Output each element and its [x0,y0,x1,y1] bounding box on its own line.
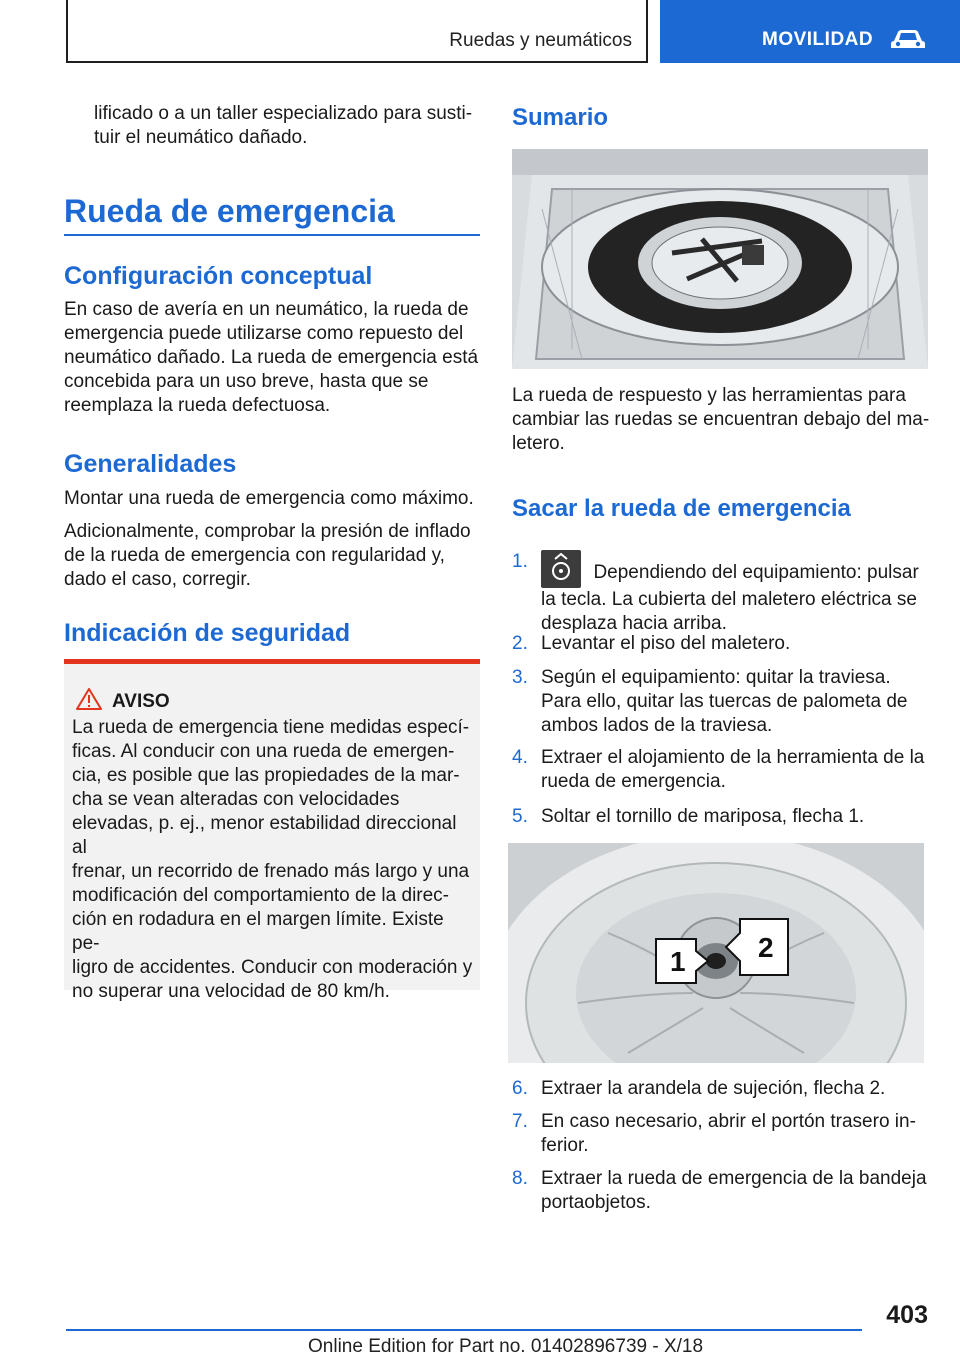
step-line: Según el equipamiento: quitar la traviesa. [541,667,891,688]
warning-title: AVISO [112,691,170,712]
step-number: 2. [512,633,528,654]
concept-line: En caso de avería en un neumático, la rueda de [64,299,469,320]
step-line: Para ello, quitar las tuercas de palometa de [541,691,908,712]
caption-line: letero. [512,433,565,454]
intro-paragraph [94,102,474,150]
step-number: 5. [512,806,528,827]
warning-line: modificación del comportamiento de la direc- [72,885,450,906]
step-line: portaobjetos. [541,1192,651,1213]
concept-heading: Configuración conceptual [64,262,373,290]
section-title: Rueda de emergencia [64,193,395,229]
step-line: En caso necesario, abrir el portón trasero in- [541,1111,916,1132]
footer-rule [66,1329,862,1331]
warning-line: elevadas, p. ej., menor estabilidad direccional al [72,813,457,858]
step-number: 6. [512,1078,528,1099]
summary-heading: Sumario [512,104,609,131]
general-paragraph-2 [64,520,480,592]
warning-line: ficas. Al conducir con una rueda de emergen- [72,741,455,762]
warning-line: La rueda de emergencia tiene medidas especí- [72,717,470,738]
warning-line: ción en rodadura en el margen límite. Existe pe- [72,909,444,954]
concept-line: emergencia puede utilizarse como repuesto del [64,323,464,344]
trunk-button-icon [541,550,581,588]
intro-line: lificado o a un taller especializado para susti- [94,103,473,124]
general-heading: Generalidades [64,450,237,478]
step-number: 4. [512,747,528,768]
footer-edition: Online Edition for Part no. 01402896739 - X/18 [308,1336,704,1357]
section-title-rule [64,234,480,236]
general-line: dado el caso, corregir. [64,569,251,590]
caption-line: La rueda de respuesto y las herramientas para [512,385,906,406]
header-section-title: Ruedas y neumáticos [449,30,632,51]
step-line: Extraer la arandela de sujeción, flecha 2. [541,1078,886,1099]
step-line: Extraer la rueda de emergencia de la bandeja [541,1168,927,1189]
arrow-label-2: 2 [758,932,774,963]
intro-line: tuir el neumático dañado. [94,127,308,148]
summary-caption [512,384,932,456]
step-line: la tecla. La cubierta del maletero eléctrica se [541,589,917,610]
warning-triangle-icon [76,688,102,710]
general-line: de la rueda de emergencia con regularidad y, [64,545,445,566]
warning-line: no superar una velocidad de 80 km/h. [72,981,390,1002]
step-line: ambos lados de la traviesa. [541,715,773,736]
warning-box [64,659,480,1002]
warning-line: ligro de accidentes. Conducir con moderación y [72,957,473,978]
step-line: Dependiendo del equipamiento: pulsar [593,562,919,583]
trunk-spare-wheel-image [512,149,928,369]
warning-line: frenar, un recorrido de frenado más largo y una [72,861,470,882]
warning-text [72,716,476,1004]
warning-line: cha se vean alteradas con velocidades [72,789,400,810]
step-number: 1. [512,551,528,572]
concept-line: reemplaza la rueda defectuosa. [64,395,331,416]
caption-line: cambiar las ruedas se encuentran debajo del ma- [512,409,930,430]
step-line: desplaza hacia arriba. [541,613,727,634]
step-number: 3. [512,667,528,688]
step-line: Levantar el piso del maletero. [541,633,791,654]
step-line: ferior. [541,1135,589,1156]
concept-paragraph [64,298,480,418]
step-number: 7. [512,1111,528,1132]
step-line: rueda de emergencia. [541,771,726,792]
general-paragraph-1: Montar una rueda de emergencia como máximo. [64,488,474,509]
concept-line: concebida para un uso breve, hasta que se [64,371,429,392]
step-line: Soltar el tornillo de mariposa, flecha 1. [541,806,865,827]
step-number: 8. [512,1168,528,1189]
step-item [512,550,932,634]
header-chapter-tab[interactable] [660,0,960,63]
warning-line: cia, es posible que las propiedades de la mar- [72,765,460,786]
wheel-bolt-image [508,843,924,1063]
general-line: Adicionalmente, comprobar la presión de inflado [64,521,471,542]
car-icon [890,28,926,50]
remove-heading: Sacar la rueda de emergencia [512,495,851,522]
arrow-label-1: 1 [670,946,686,977]
safety-heading: Indicación de seguridad [64,619,351,647]
concept-line: neumático dañado. La rueda de emergencia está [64,347,479,368]
step-line: Extraer el alojamiento de la herramienta de la [541,747,925,768]
page-number: 403 [886,1301,928,1329]
header-section-box [66,0,648,63]
header-chapter-title: MOVILIDAD [762,29,874,50]
